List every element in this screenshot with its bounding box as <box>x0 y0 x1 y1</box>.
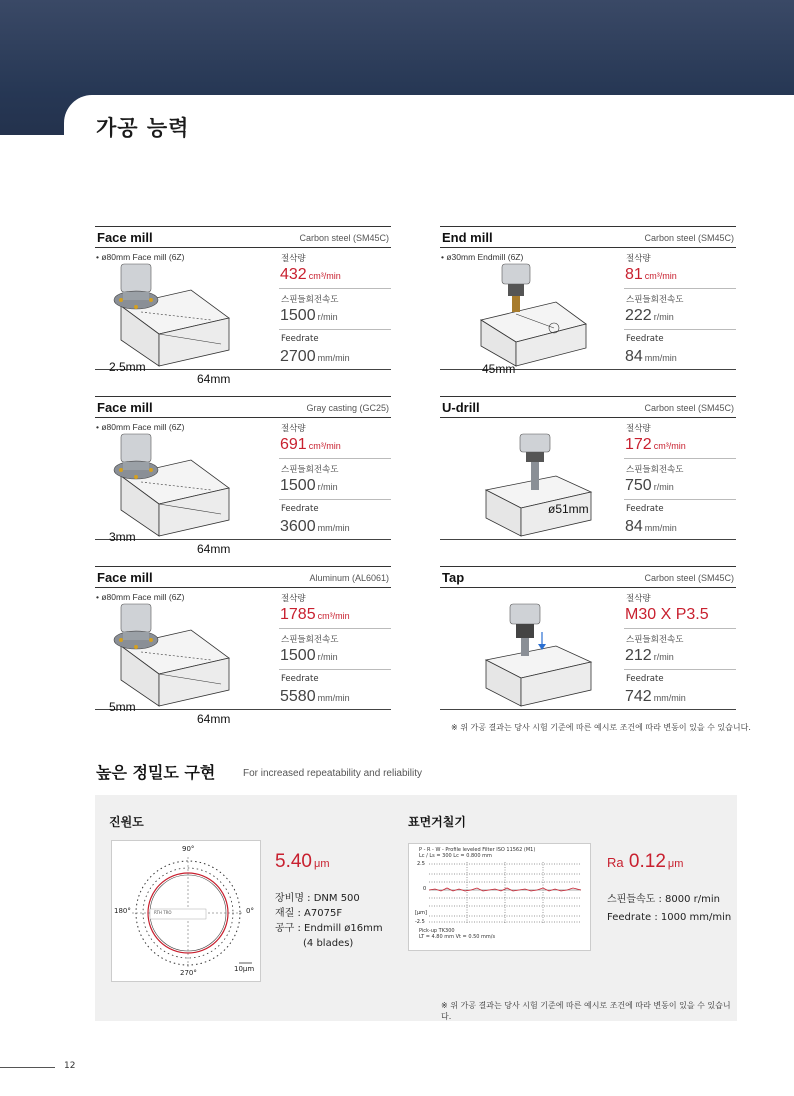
dimension-label: 2.5mm <box>109 360 146 374</box>
stats-column <box>624 418 736 541</box>
panel-header <box>440 226 736 248</box>
stat-speed <box>279 459 391 500</box>
chart-footer-line1: Pick-up TK300 <box>419 928 455 934</box>
feed-value: 84 <box>625 518 643 535</box>
stat-speed <box>624 289 736 330</box>
y-tick-top: 2.5 <box>417 861 425 867</box>
dimension-label: 64mm <box>197 712 231 726</box>
feed-value: 742 <box>625 688 652 705</box>
speed-unit: r/min <box>653 652 674 662</box>
stat-feed <box>279 500 391 541</box>
angle-270: 270° <box>180 969 197 977</box>
feed-value: 2700 <box>280 348 316 365</box>
spec-tool-blades: (4 blades) <box>303 938 354 949</box>
stat-value <box>625 348 677 366</box>
stat-label: 절삭량 <box>626 254 651 264</box>
page-rule <box>0 1067 55 1068</box>
process-illustration <box>446 432 616 538</box>
removal-value: 432 <box>280 266 307 283</box>
material-label: Carbon steel (SM45C) <box>644 403 734 413</box>
chart-footer <box>419 928 495 940</box>
panel-6 <box>440 566 736 710</box>
spec-speed: 스핀들속도 : 8000 r/min <box>607 894 720 905</box>
process-illustration <box>101 602 271 726</box>
feed-value: 84 <box>625 348 643 365</box>
panel-body <box>95 588 391 726</box>
speed-value: 222 <box>625 307 652 324</box>
chart-footer-line2: LT = 4.80 mm Vt = 0.50 mm/s <box>419 934 496 940</box>
dimension-label: 64mm <box>197 372 231 386</box>
stat-label: Feedrate <box>281 504 319 514</box>
removal-value: 1785 <box>280 606 316 623</box>
speed-value: 1500 <box>280 477 316 494</box>
stat-value <box>625 477 674 495</box>
stat-label: Feedrate <box>626 334 664 344</box>
stat-label: 스핀들회전속도 <box>626 635 684 645</box>
process-illustration <box>446 262 616 376</box>
roundness-unit: μm <box>313 858 330 870</box>
removal-unit: cm³/min <box>653 441 686 451</box>
panel-header <box>440 566 736 588</box>
stat-value <box>280 307 338 325</box>
roughness-specs <box>607 891 731 927</box>
stat-feed <box>279 670 391 711</box>
stat-feed <box>624 330 736 371</box>
speed-value: 1500 <box>280 307 316 324</box>
process-name: Face mill <box>97 570 153 585</box>
speed-value: 212 <box>625 647 652 664</box>
feed-unit: mm/min <box>644 523 677 533</box>
stat-removal <box>624 418 736 459</box>
speed-unit: r/min <box>653 482 674 492</box>
scale-label: 10μm <box>234 965 255 973</box>
y-unit: [μm] <box>415 910 427 916</box>
y-tick-bottom: -2.5 <box>415 919 425 925</box>
speed-unit: r/min <box>653 312 674 322</box>
stat-removal <box>624 588 736 629</box>
speed-value: 1500 <box>280 647 316 664</box>
stats-column <box>279 418 391 541</box>
roughness-number: 0.12 <box>628 851 666 872</box>
process-illustration <box>101 262 271 386</box>
tool-label: • ø80mm Face mill (6Z) <box>96 252 185 262</box>
dimension-label: 5mm <box>109 700 136 714</box>
stat-label: 스핀들회전속도 <box>281 465 339 475</box>
removal-value: 172 <box>625 436 652 453</box>
stat-label: 스핀들회전속도 <box>626 465 684 475</box>
stat-label: 절삭량 <box>626 424 651 434</box>
page-title: 가공 능력 <box>96 116 190 140</box>
speed-value: 750 <box>625 477 652 494</box>
removal-value: 691 <box>280 436 307 453</box>
stat-value <box>625 606 709 624</box>
speed-unit: r/min <box>317 312 338 322</box>
feed-unit: mm/min <box>317 523 350 533</box>
tool-label: • ø80mm Face mill (6Z) <box>96 592 185 602</box>
feed-unit: mm/min <box>317 353 350 363</box>
panel-header <box>95 566 391 588</box>
panel-5 <box>95 566 391 726</box>
angle-0: 0° <box>246 907 254 915</box>
stat-value <box>625 688 686 706</box>
stat-value <box>280 688 350 706</box>
stat-value <box>280 647 338 665</box>
stats-column <box>279 588 391 711</box>
precision-panel <box>95 795 737 1021</box>
stat-feed <box>279 330 391 371</box>
stats-column <box>624 248 736 371</box>
stat-value <box>625 307 674 325</box>
dimension-label: 64mm <box>197 542 231 556</box>
stat-label: Feedrate <box>626 674 664 684</box>
removal-unit: cm³/min <box>308 271 341 281</box>
angle-180: 180° <box>114 907 131 915</box>
stat-label: 스핀들회전속도 <box>281 295 339 305</box>
chart-label: RTH TRO <box>154 910 172 915</box>
stat-value <box>280 348 350 366</box>
tool-label: • ø30mm Endmill (6Z) <box>441 252 524 262</box>
panel-header <box>95 226 391 248</box>
process-illustration <box>101 432 271 556</box>
chart-header-line1: P - R - W - Profile leveled Filter ISO 11562 (M1) <box>419 847 536 853</box>
feed-unit: mm/min <box>653 693 686 703</box>
process-name: Face mill <box>97 400 153 415</box>
removal-unit: cm³/min <box>317 611 350 621</box>
roughness-value <box>607 851 683 873</box>
tool-label: • ø80mm Face mill (6Z) <box>96 422 185 432</box>
stats-column <box>279 248 391 371</box>
section-title: 높은 정밀도 구현 <box>96 763 216 782</box>
feed-value: 5580 <box>280 688 316 705</box>
roughness-title: 표면거칠기 <box>408 815 466 829</box>
stat-removal <box>279 418 391 459</box>
roundness-number: 5.40 <box>275 851 312 872</box>
roundness-title: 진원도 <box>109 815 144 829</box>
stat-removal <box>624 248 736 289</box>
panel-body <box>440 588 736 710</box>
removal-value: M30 X P3.5 <box>625 606 709 623</box>
panel-4 <box>440 396 736 540</box>
stat-removal <box>279 588 391 629</box>
stat-value <box>625 266 677 284</box>
removal-unit: cm³/min <box>308 441 341 451</box>
spec-feed: Feedrate : 1000 mm/min <box>607 912 732 923</box>
panel-body <box>440 418 736 540</box>
chart-header-line2: Lc / Ls = 300 Lc = 0.800 mm <box>419 853 492 859</box>
y-tick-zero: 0 <box>423 886 427 892</box>
stat-label: 절삭량 <box>281 254 306 264</box>
stat-label: 스핀들회전속도 <box>281 635 339 645</box>
stat-value <box>280 436 341 454</box>
roughness-chart <box>408 843 591 951</box>
feed-unit: mm/min <box>317 693 350 703</box>
stat-value <box>280 266 341 284</box>
material-label: Gray casting (GC25) <box>306 403 389 413</box>
material-label: Carbon steel (SM45C) <box>644 573 734 583</box>
dimension-label: ø51mm <box>548 502 589 516</box>
stat-feed <box>624 500 736 541</box>
stat-value <box>625 436 686 454</box>
material-label: Carbon steel (SM45C) <box>644 233 734 243</box>
stat-value <box>280 606 350 624</box>
process-name: Face mill <box>97 230 153 245</box>
section-subtitle: For increased repeatability and reliability <box>243 768 422 779</box>
panel-1 <box>95 226 391 386</box>
stat-feed <box>624 670 736 711</box>
stat-speed <box>279 289 391 330</box>
material-label: Carbon steel (SM45C) <box>299 233 389 243</box>
panel-body <box>95 418 391 556</box>
spec-material: 재질 : A7075F <box>275 908 343 919</box>
roundness-value <box>275 851 330 873</box>
roughness-prefix: Ra <box>607 855 624 870</box>
stat-label: 절삭량 <box>281 594 306 604</box>
spec-machine: 장비명 : DNM 500 <box>275 893 360 904</box>
stat-speed <box>279 629 391 670</box>
stat-speed <box>624 459 736 500</box>
stat-removal <box>279 248 391 289</box>
material-label: Aluminum (AL6061) <box>309 573 389 583</box>
feed-value: 3600 <box>280 518 316 535</box>
note-text: ※ 위 가공 결과는 당사 시험 기준에 따른 예시로 조건에 따라 변동이 있을 수 있습니다. <box>451 723 751 732</box>
precision-note: ※ 위 가공 결과는 당사 시험 기준에 따른 예시로 조건에 따라 변동이 있을 수 있습니다. <box>441 1001 731 1021</box>
panel-header <box>440 396 736 418</box>
page-number: 12 <box>64 1061 76 1071</box>
panel-body <box>440 248 736 376</box>
roundness-specs <box>275 891 383 951</box>
stat-label: 스핀들회전속도 <box>626 295 684 305</box>
speed-unit: r/min <box>317 482 338 492</box>
process-name: Tap <box>442 570 465 585</box>
stat-label: 절삭량 <box>281 424 306 434</box>
stat-speed <box>624 629 736 670</box>
stat-value <box>280 518 350 536</box>
panel-2 <box>440 226 736 376</box>
dimension-label: 3mm <box>109 530 136 544</box>
removal-unit: cm³/min <box>644 271 677 281</box>
process-illustration <box>446 602 616 708</box>
roundness-chart <box>111 840 261 982</box>
feed-unit: mm/min <box>644 353 677 363</box>
panel-header <box>95 396 391 418</box>
spec-tool: 공구 : Endmill ø16mm <box>275 923 383 934</box>
stat-label: Feedrate <box>281 334 319 344</box>
process-name: U-drill <box>442 400 480 415</box>
roughness-unit: μm <box>667 858 684 870</box>
stat-label: 절삭량 <box>626 594 651 604</box>
removal-value: 81 <box>625 266 643 283</box>
angle-90: 90° <box>182 845 195 853</box>
panel-3 <box>95 396 391 556</box>
stats-column <box>624 588 736 711</box>
panel-body <box>95 248 391 386</box>
stat-value <box>625 647 674 665</box>
process-name: End mill <box>442 230 493 245</box>
stat-value <box>625 518 677 536</box>
stat-label: Feedrate <box>281 674 319 684</box>
speed-unit: r/min <box>317 652 338 662</box>
stat-value <box>280 477 338 495</box>
dimension-label: 45mm <box>482 362 516 376</box>
stat-label: Feedrate <box>626 504 664 514</box>
